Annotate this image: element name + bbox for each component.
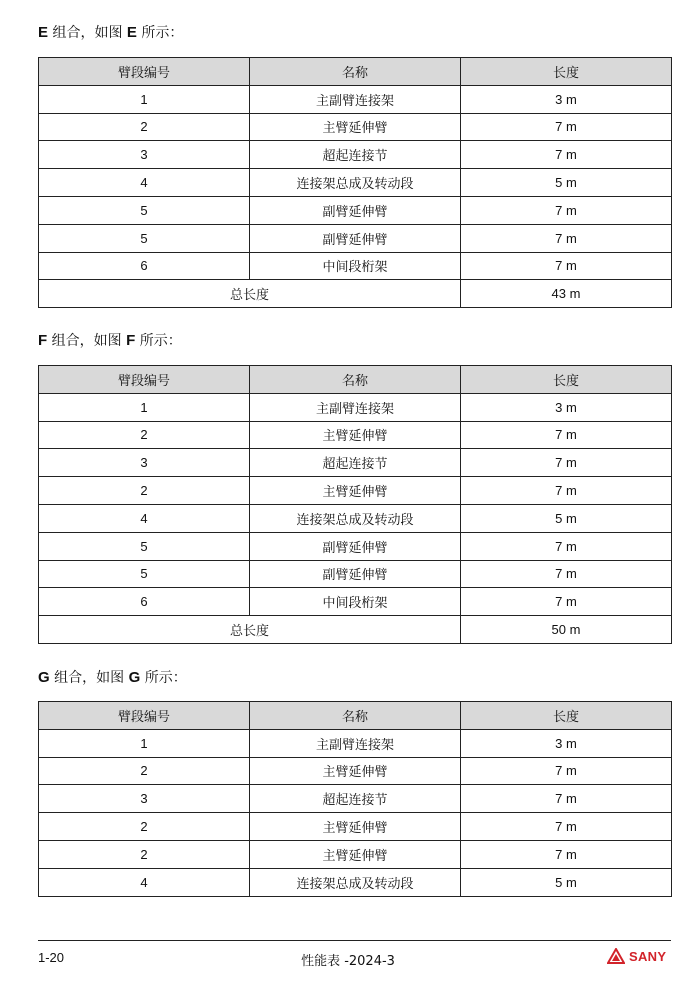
header-name: 名称 bbox=[250, 58, 461, 86]
boom-table-e bbox=[38, 57, 672, 308]
total-label: 总长度 bbox=[39, 616, 461, 644]
total-row bbox=[39, 616, 672, 644]
segment-length: 7 m bbox=[461, 141, 672, 169]
brand-name: SANY bbox=[629, 948, 667, 964]
segment-name: 主臂延伸臂 bbox=[250, 113, 461, 141]
table-row bbox=[39, 840, 672, 868]
segment-name: 主臂延伸臂 bbox=[250, 421, 461, 449]
page-number: 1-20 bbox=[38, 950, 65, 965]
segment-no: 4 bbox=[39, 868, 250, 896]
segment-length: 7 m bbox=[461, 196, 672, 224]
segment-length: 3 m bbox=[461, 85, 672, 113]
boom-table-f bbox=[38, 365, 672, 644]
segment-no: 2 bbox=[39, 421, 250, 449]
segment-length: 7 m bbox=[461, 785, 672, 813]
segment-no: 2 bbox=[39, 840, 250, 868]
segment-name: 副臂延伸臂 bbox=[250, 224, 461, 252]
table-header-row bbox=[39, 58, 672, 86]
table-row bbox=[39, 560, 672, 588]
segment-no: 5 bbox=[39, 224, 250, 252]
segment-length: 3 m bbox=[461, 393, 672, 421]
segment-length: 7 m bbox=[461, 560, 672, 588]
segment-no: 2 bbox=[39, 113, 250, 141]
segment-length: 7 m bbox=[461, 477, 672, 505]
segment-name: 主副臂连接架 bbox=[250, 85, 461, 113]
segment-name: 副臂延伸臂 bbox=[250, 532, 461, 560]
header-length: 长度 bbox=[461, 702, 672, 730]
segment-length: 5 m bbox=[461, 169, 672, 197]
table-row bbox=[39, 85, 672, 113]
segment-no: 1 bbox=[39, 729, 250, 757]
document-title: 性能表 -2024-3 bbox=[301, 954, 395, 969]
table-row bbox=[39, 868, 672, 896]
table-row bbox=[39, 477, 672, 505]
segment-name: 连接架总成及转动段 bbox=[250, 868, 461, 896]
segment-length: 7 m bbox=[461, 113, 672, 141]
segment-no: 3 bbox=[39, 141, 250, 169]
segment-length: 7 m bbox=[461, 421, 672, 449]
total-value: 43 m bbox=[461, 280, 672, 308]
table-row bbox=[39, 532, 672, 560]
segment-no: 1 bbox=[39, 393, 250, 421]
segment-name: 主臂延伸臂 bbox=[250, 813, 461, 841]
segment-no: 2 bbox=[39, 477, 250, 505]
table-row bbox=[39, 785, 672, 813]
header-segment-no: 臂段编号 bbox=[39, 58, 250, 86]
segment-no: 4 bbox=[39, 504, 250, 532]
segment-no: 3 bbox=[39, 785, 250, 813]
section-heading-f bbox=[38, 330, 182, 350]
table-row bbox=[39, 169, 672, 197]
segment-name: 超起连接节 bbox=[250, 141, 461, 169]
segment-length: 7 m bbox=[461, 813, 672, 841]
heading-text: 组合，如图 bbox=[47, 333, 127, 349]
boom-table-g bbox=[38, 701, 672, 897]
segment-name: 连接架总成及转动段 bbox=[250, 504, 461, 532]
heading-suffix: 所示： bbox=[140, 670, 187, 686]
header-segment-no: 臂段编号 bbox=[39, 702, 250, 730]
table-row bbox=[39, 421, 672, 449]
heading-suffix: 所示： bbox=[135, 333, 182, 349]
sany-logo bbox=[607, 948, 666, 964]
segment-name: 超起连接节 bbox=[250, 785, 461, 813]
heading-letter: G bbox=[38, 669, 50, 686]
segment-name: 主臂延伸臂 bbox=[250, 840, 461, 868]
table-header-row bbox=[39, 702, 672, 730]
segment-length: 3 m bbox=[461, 729, 672, 757]
segment-name: 副臂延伸臂 bbox=[250, 196, 461, 224]
section-heading-e bbox=[38, 22, 183, 42]
segment-no: 2 bbox=[39, 757, 250, 785]
segment-length: 7 m bbox=[461, 224, 672, 252]
heading-figure-letter: G bbox=[128, 669, 141, 686]
table-row bbox=[39, 393, 672, 421]
heading-letter: E bbox=[38, 24, 49, 41]
segment-name: 超起连接节 bbox=[250, 449, 461, 477]
segment-no: 1 bbox=[39, 85, 250, 113]
segment-no: 5 bbox=[39, 532, 250, 560]
segment-length: 7 m bbox=[461, 840, 672, 868]
sany-logo-icon bbox=[607, 948, 625, 964]
section-heading-g bbox=[38, 667, 187, 687]
total-value: 50 m bbox=[461, 616, 672, 644]
segment-no: 5 bbox=[39, 196, 250, 224]
table-row bbox=[39, 196, 672, 224]
segment-name: 连接架总成及转动段 bbox=[250, 169, 461, 197]
table-row bbox=[39, 449, 672, 477]
segment-name: 中间段桁架 bbox=[250, 588, 461, 616]
segment-no: 6 bbox=[39, 588, 250, 616]
header-length: 长度 bbox=[461, 366, 672, 394]
segment-no: 2 bbox=[39, 813, 250, 841]
segment-name: 主臂延伸臂 bbox=[250, 477, 461, 505]
segment-no: 6 bbox=[39, 252, 250, 280]
segment-length: 5 m bbox=[461, 868, 672, 896]
segment-length: 7 m bbox=[461, 757, 672, 785]
segment-name: 主副臂连接架 bbox=[250, 393, 461, 421]
table-row bbox=[39, 252, 672, 280]
heading-suffix: 所示： bbox=[136, 25, 184, 41]
segment-name: 副臂延伸臂 bbox=[250, 560, 461, 588]
total-label: 总长度 bbox=[39, 280, 461, 308]
table-row bbox=[39, 224, 672, 252]
segment-name: 中间段桁架 bbox=[250, 252, 461, 280]
segment-no: 4 bbox=[39, 169, 250, 197]
table-row bbox=[39, 113, 672, 141]
header-segment-no: 臂段编号 bbox=[39, 366, 250, 394]
header-name: 名称 bbox=[250, 366, 461, 394]
heading-text: 组合，如图 bbox=[48, 25, 127, 41]
segment-name: 主臂延伸臂 bbox=[250, 757, 461, 785]
header-name: 名称 bbox=[250, 702, 461, 730]
header-length: 长度 bbox=[461, 58, 672, 86]
table-header-row bbox=[39, 366, 672, 394]
segment-length: 5 m bbox=[461, 504, 672, 532]
heading-letter: F bbox=[38, 332, 48, 349]
table-row bbox=[39, 813, 672, 841]
segment-length: 7 m bbox=[461, 532, 672, 560]
table-row bbox=[39, 757, 672, 785]
footer-divider bbox=[38, 940, 671, 941]
table-row bbox=[39, 504, 672, 532]
heading-figure-letter: F bbox=[126, 332, 136, 349]
segment-length: 7 m bbox=[461, 588, 672, 616]
segment-name: 主副臂连接架 bbox=[250, 729, 461, 757]
heading-text: 组合，如图 bbox=[49, 670, 129, 686]
segment-length: 7 m bbox=[461, 449, 672, 477]
table-row bbox=[39, 729, 672, 757]
segment-length: 7 m bbox=[461, 252, 672, 280]
segment-no: 3 bbox=[39, 449, 250, 477]
segment-no: 5 bbox=[39, 560, 250, 588]
total-row bbox=[39, 280, 672, 308]
heading-figure-letter: E bbox=[126, 24, 137, 41]
table-row bbox=[39, 141, 672, 169]
table-row bbox=[39, 588, 672, 616]
